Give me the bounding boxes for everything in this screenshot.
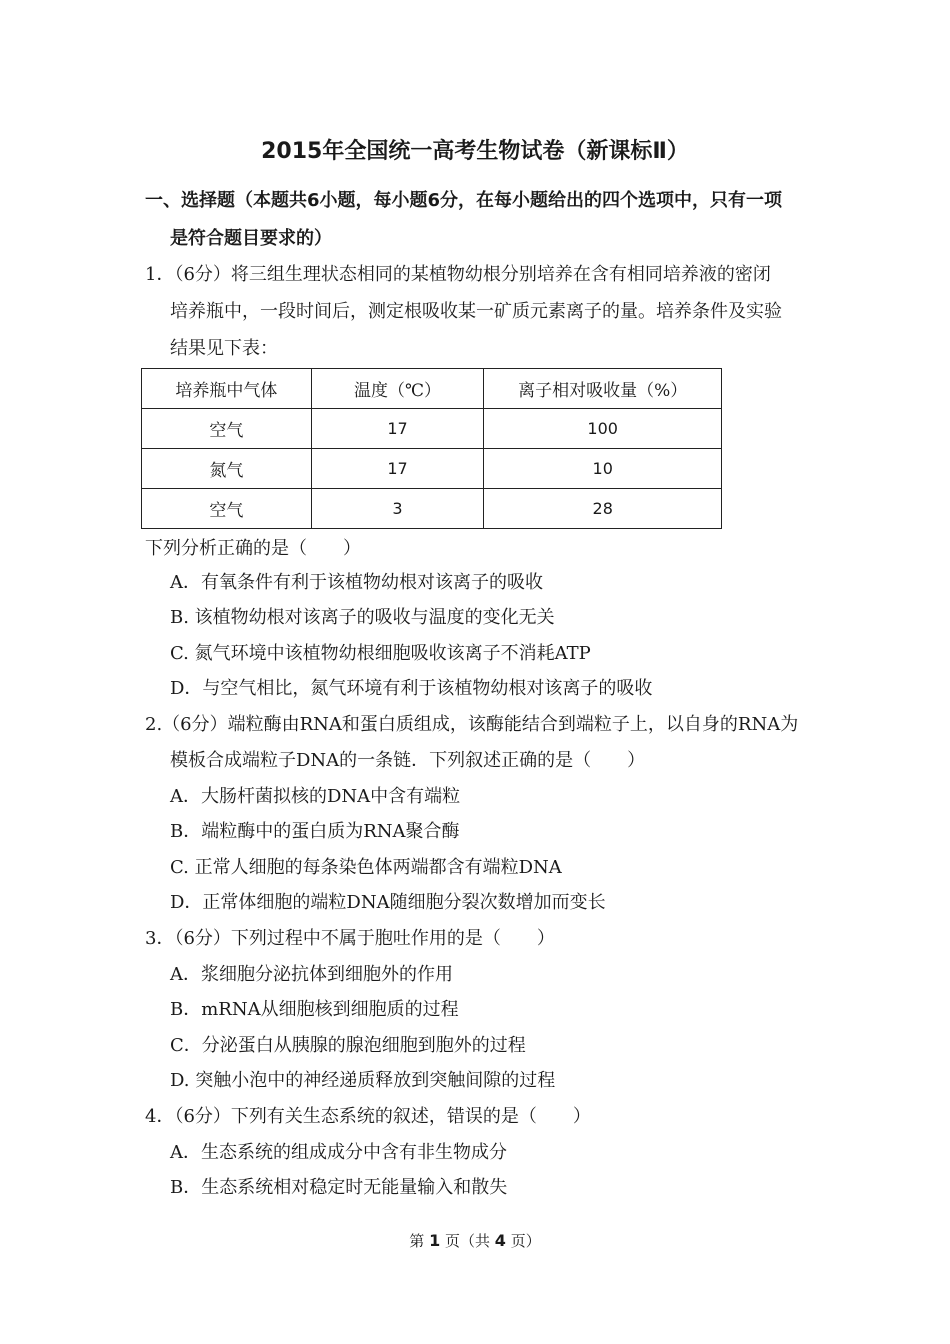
q2-stem-line-1: 2.（6分）端粒酶由RNA和蛋白质组成，该酶能结合到端粒子上，以自身的RNA为 xyxy=(145,714,799,735)
footer-total-pages: 4 xyxy=(494,1231,506,1250)
q4-option-a: A．生态系统的组成成分中含有非生物成分 xyxy=(170,1142,507,1163)
footer-middle: 页（共 xyxy=(444,1232,490,1250)
q1-prompt: 下列分析正确的是（ ） xyxy=(145,538,361,559)
table-cell: 空气 xyxy=(142,489,312,529)
table-header-row xyxy=(142,369,722,409)
footer-prefix: 第 xyxy=(409,1232,425,1250)
q3-option-a: A．浆细胞分泌抗体到细胞外的作用 xyxy=(170,964,453,985)
q3-option-d: D. 突触小泡中的神经递质释放到突触间隙的过程 xyxy=(170,1070,556,1091)
section-heading-line-2: 是符合题目要求的） xyxy=(170,228,332,249)
q1-stem-line-3: 结果见下表： xyxy=(170,338,278,359)
q2-option-b: B．端粒酶中的蛋白质为RNA聚合酶 xyxy=(170,821,460,842)
q1-option-a: A．有氧条件有利于该植物幼根对该离子的吸收 xyxy=(170,572,543,593)
page-footer xyxy=(0,1230,950,1251)
q2-option-c: C. 正常人细胞的每条染色体两端都含有端粒DNA xyxy=(170,857,562,878)
q1-stem-line-1: 1．（6分）将三组生理状态相同的某植物幼根分别培养在含有相同培养液的密闭 xyxy=(145,264,771,285)
q1-stem-line-2: 培养瓶中，一段时间后，测定根吸收某一矿质元素离子的量。培养条件及实验 xyxy=(170,301,782,322)
q1-option-c: C. 氮气环境中该植物幼根细胞吸收该离子不消耗ATP xyxy=(170,643,591,664)
table-row xyxy=(142,489,722,529)
table-row xyxy=(142,409,722,449)
table-cell: 10 xyxy=(484,449,722,489)
table-cell: 空气 xyxy=(142,409,312,449)
table-cell: 17 xyxy=(311,449,484,489)
table-cell: 100 xyxy=(484,409,722,449)
q1-data-table xyxy=(141,368,722,529)
q3-option-c: C．分泌蛋白从胰腺的腺泡细胞到胞外的过程 xyxy=(170,1035,526,1056)
table-cell: 3 xyxy=(311,489,484,529)
q4-option-b: B．生态系统相对稳定时无能量输入和散失 xyxy=(170,1177,508,1198)
q1-option-b: B. 该植物幼根对该离子的吸收与温度的变化无关 xyxy=(170,607,555,628)
table-cell: 氮气 xyxy=(142,449,312,489)
table-header-cell: 温度（℃） xyxy=(311,369,484,409)
exam-title: 2015年全国统一高考生物试卷（新课标Ⅱ） xyxy=(261,139,689,164)
q2-option-a: A．大肠杆菌拟核的DNA中含有端粒 xyxy=(170,786,461,807)
q2-option-d: D．正常体细胞的端粒DNA随细胞分裂次数增加而变长 xyxy=(170,892,606,913)
section-heading-line-1: 一、选择题（本题共6小题，每小题6分，在每小题给出的四个选项中，只有一项 xyxy=(145,190,783,211)
q3-stem: 3．（6分）下列过程中不属于胞吐作用的是（ ） xyxy=(145,928,555,949)
table-cell: 17 xyxy=(311,409,484,449)
table-cell: 28 xyxy=(484,489,722,529)
footer-page-number: 1 xyxy=(429,1231,441,1250)
table-header-cell: 培养瓶中气体 xyxy=(142,369,312,409)
q2-stem-line-2: 模板合成端粒子DNA的一条链．下列叙述正确的是（ ） xyxy=(170,750,646,771)
q1-option-d: D．与空气相比，氮气环境有利于该植物幼根对该离子的吸收 xyxy=(170,678,653,699)
q3-option-b: B．mRNA从细胞核到细胞质的过程 xyxy=(170,999,459,1020)
table-header-cell: 离子相对吸收量（%） xyxy=(484,369,722,409)
q4-stem: 4．（6分）下列有关生态系统的叙述，错误的是（ ） xyxy=(145,1106,591,1127)
table-row xyxy=(142,449,722,489)
footer-suffix: 页） xyxy=(510,1232,541,1250)
